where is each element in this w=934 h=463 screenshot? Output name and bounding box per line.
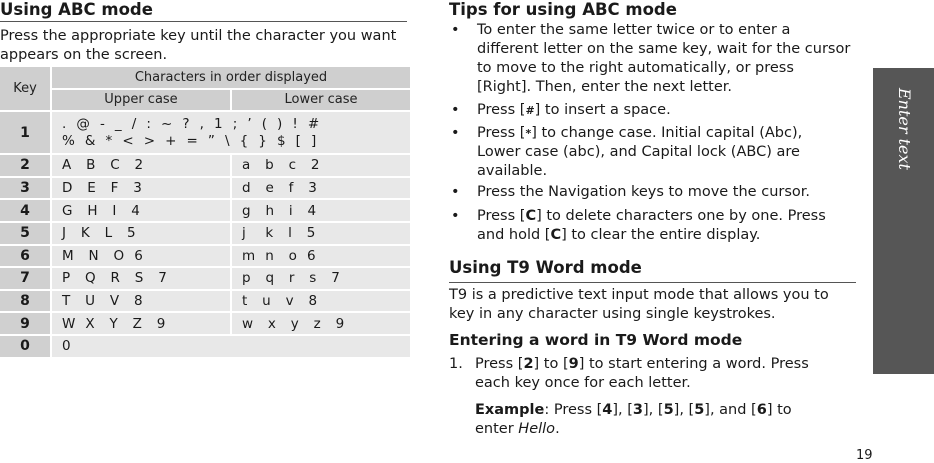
example-e: ], and [ [704,402,757,418]
intro-text-line2: appears on the screen. [0,47,168,63]
lower-cell: g h i 4 [231,199,410,222]
key-cell: 7 [0,267,51,290]
table-row [0,335,410,358]
lower-cell: d e f 3 [231,177,410,200]
key-cell: 9 [0,312,51,335]
heading-rule [0,21,407,22]
table-row [0,312,410,335]
step-1-text [475,355,809,439]
example-a: : Press [ [544,402,603,418]
example-word: Hello [518,421,556,437]
example-label: Example [475,402,545,418]
tip-1-line: to move to the right automatically, or press [477,60,794,76]
table-row [0,199,410,222]
tip-3-text [477,124,802,181]
bullet-dot: • [451,184,460,200]
page-number: 19 [856,448,873,463]
row0-chars: 0 [51,335,410,358]
key-cell: 3 [0,177,51,200]
key-2-label: 2 [523,356,534,372]
tip-3-line2: Lower case (abc), and Capital lock (ABC) are [477,144,800,160]
tip-3-line3: available. [477,163,548,179]
upper-cell: G H I 4 [51,199,231,222]
key-6-label: 6 [756,402,767,418]
col-header-upper: Upper case [51,89,231,112]
bullet-dot: • [451,22,460,38]
t9-intro-line2: key in any character using single keystrokes. [449,306,776,322]
c-key-label: C [525,208,537,224]
table-row [0,290,410,313]
upper-cell: M N O 6 [51,245,231,268]
section-heading-abc-mode: Using ABC mode [0,0,153,19]
tip-5-l2-post: ] to clear the entire display. [561,227,761,243]
t9-heading-rule [449,282,856,283]
tip-1-line: [Right]. Then, enter the next letter. [477,79,732,95]
example-l2-post: . [555,421,560,437]
tip-1-line: different letter on the same key, wait for the cursor [477,41,851,57]
table-row [0,222,410,245]
upper-cell: P Q R S 7 [51,267,231,290]
tip-1-text [477,21,850,97]
tip-5-text [477,207,826,245]
tip-2-pre: Press [ [477,102,526,118]
table-row [0,111,410,154]
example-b: ], [ [612,402,633,418]
upper-cell: A B C 2 [51,154,231,177]
upper-cell: W X Y Z 9 [51,312,231,335]
tip-4-text: Press the Navigation keys to move the cursor. [477,184,811,200]
table-row [0,245,410,268]
chapter-side-tab-label: Enter text [895,88,914,170]
key-cell: 8 [0,290,51,313]
bullet-dot: • [451,208,460,224]
key-9-label: 9 [568,356,579,372]
entering-word-heading: Entering a word in T9 Word mode [449,331,743,349]
key-cell: 5 [0,222,51,245]
bullet-dot: • [451,125,460,141]
step-1-c: ] to start entering a word. Press [578,356,809,372]
table-row [0,177,410,200]
chapter-side-tab-text-wrap [873,68,934,374]
tip-3-post: ] to change case. Initial capital (Abc), [531,125,803,141]
key-4-label: 4 [602,402,613,418]
tip-1-line: To enter the same letter twice or to enter a [477,22,791,38]
upper-cell: D E F 3 [51,177,231,200]
star-key-icon: * [525,127,532,140]
key-5-label: 5 [694,402,705,418]
key-cell: 4 [0,199,51,222]
row1-chars-line2: % & * < > + = ” \ { } $ [ ] [62,132,317,149]
key-cell: 0 [0,335,51,358]
step-number: 1. [449,356,463,372]
row1-chars [51,111,410,154]
lower-cell: p q r s 7 [231,267,410,290]
step-1-line2: each key once for each letter. [475,375,691,391]
hash-key-icon: # [525,104,535,117]
key-5-label: 5 [663,402,674,418]
tip-5-l2-pre: and hold [ [477,227,551,243]
col-header-characters: Characters in order displayed [51,67,410,89]
tips-heading: Tips for using ABC mode [449,0,677,19]
table-row [0,154,410,177]
upper-cell: T U V 8 [51,290,231,313]
example-d: ], [ [673,402,695,418]
t9-heading: Using T9 Word mode [449,258,642,277]
step-1-b: ] to [ [533,356,569,372]
table-row [0,267,410,290]
tip-2-text [477,101,671,120]
tip-2-post: ] to insert a space. [534,102,671,118]
step-1-a: Press [ [475,356,524,372]
col-header-lower: Lower case [231,89,410,112]
abc-character-table [0,67,410,359]
tip-3-pre: Press [ [477,125,526,141]
upper-cell: J K L 5 [51,222,231,245]
key-cell: 2 [0,154,51,177]
tip-5-post: ] to delete characters one by one. Press [536,208,826,224]
t9-intro-line1: T9 is a predictive text input mode that allows you to [449,287,829,303]
example-c: ], [ [643,402,664,418]
intro-text-line1: Press the appropriate key until the character you want [0,28,397,44]
key-cell: 6 [0,245,51,268]
key-3-label: 3 [632,402,644,418]
col-header-key: Key [0,67,51,111]
lower-cell: t u v 8 [231,290,410,313]
lower-cell: m n o 6 [231,245,410,268]
tip-5-pre: Press [ [477,208,526,224]
lower-cell: w x y z 9 [231,312,410,335]
example-l2-pre: enter [475,421,519,437]
lower-cell: j k l 5 [231,222,410,245]
example-f: ] to [766,402,792,418]
bullet-dot: • [451,102,460,118]
key-cell: 1 [0,111,51,154]
c-key-label: C [550,227,562,243]
lower-cell: a b c 2 [231,154,410,177]
row1-chars-line1: . @ - _ / : ~ ? , 1 ; ’ ( ) ! # [62,115,320,132]
